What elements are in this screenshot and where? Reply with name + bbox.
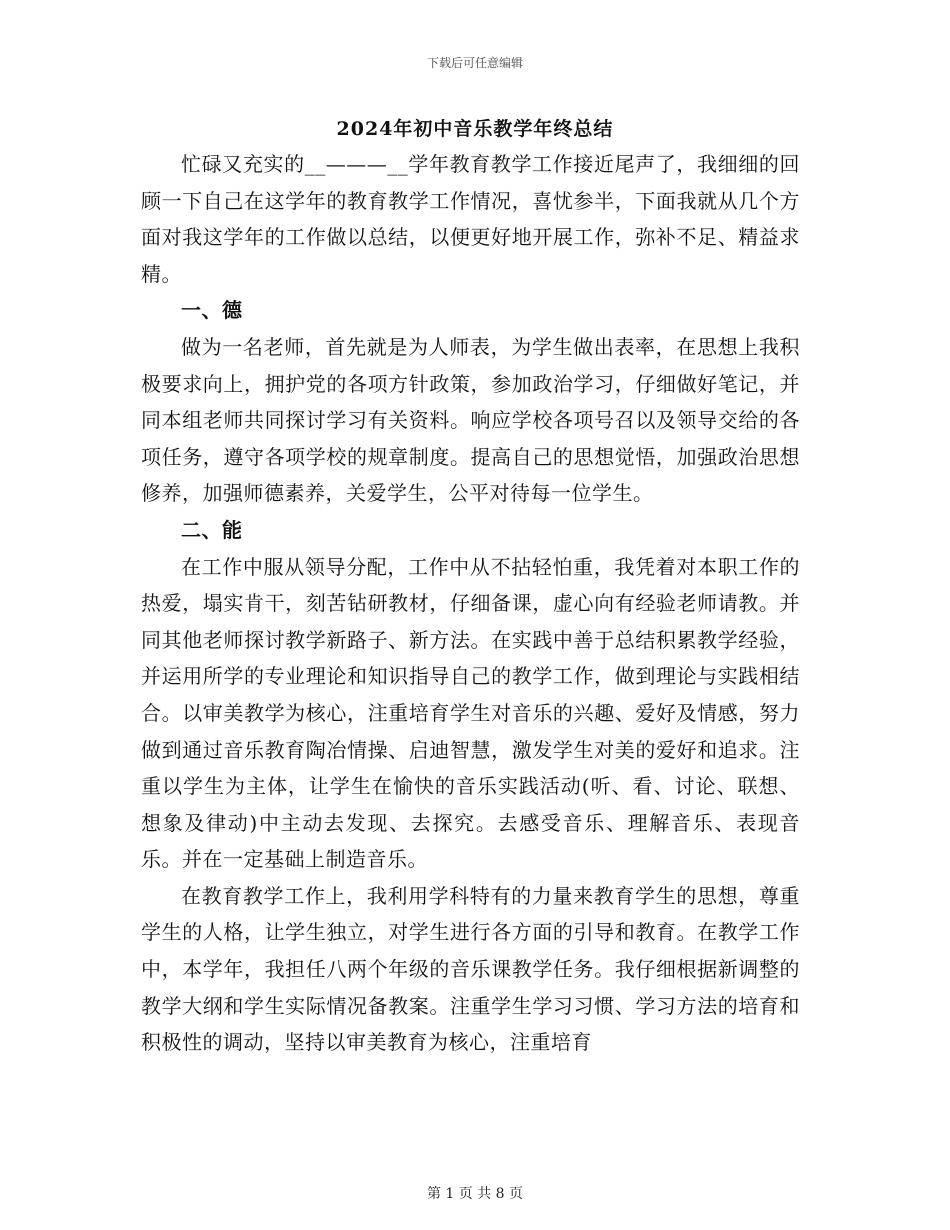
- page-header: 下载后可任意编辑: [426, 56, 523, 70]
- section-heading-de: 一、德: [181, 298, 243, 323]
- document-body: [141, 146, 800, 1061]
- paragraph-neng-1: 在工作中服从领导分配，工作中从不拈轻怕重，我凭着对本职工作的热爱，塌实肯干，刻苦钻研教材，仔细备课，虚心向有经验老师请教。并同其他老师探讨教学新路子、新方法。在实践中善于总结积累教学经验，并运用所学的专业理论和知识指导自己的教学工作，做到理论与实践相结合。以审美教学为核心，注重培育学生对音乐的兴趣、爱好及情感，努力做到通过音乐教育陶冶情操、启迪智慧，激发学生对美的爱好和追求。注重以学生为主体，让学生在愉快的音乐实践活动(听、看、讨论、联想、想象及律动)中主动去发现、去探究。去感受音乐、理解音乐、表现音乐。并在一定基础上制造音乐。: [141, 554, 800, 872]
- document-title: 2024年初中音乐教学年终总结: [336, 118, 614, 140]
- page-footer: 第 1 页 共 8 页: [426, 1186, 524, 1202]
- section-heading-neng: 二、能: [181, 517, 243, 542]
- paragraph-de: 做为一名老师，首先就是为人师表，为学生做出表率，在思想上我积极要求向上，拥护党的各项方针政策，参加政治学习，仔细做好笔记，并同本组老师共同探讨学习有关资料。响应学校各项号召以及领导交给的各项任务，遵守各项学校的规章制度。提高自己的思想觉悟，加强政治思想修养，加强师德素养，关爱学生，公平对待每一位学生。: [141, 334, 800, 506]
- paragraph-intro: 忙碌又充实的__———__学年教育教学工作接近尾声了，我细细的回顾一下自己在这学年的教育教学工作情况，喜忧参半，下面我就从几个方面对我这学年的工作做以总结，以便更好地开展工作，弥补不足、精益求精。: [141, 152, 800, 286]
- paragraph-neng-2: 在教育教学工作上，我利用学科特有的力量来教育学生的思想，尊重学生的人格，让学生独立，对学生进行各方面的引导和教育。在教学工作中，本学年，我担任八两个年级的音乐课教学任务。我仔细根据新调整的教学大纲和学生实际情况备教案。注重学生学习习惯、学习方法的培育和积极性的调动，坚持以审美教育为核心，注重培育: [141, 883, 800, 1055]
